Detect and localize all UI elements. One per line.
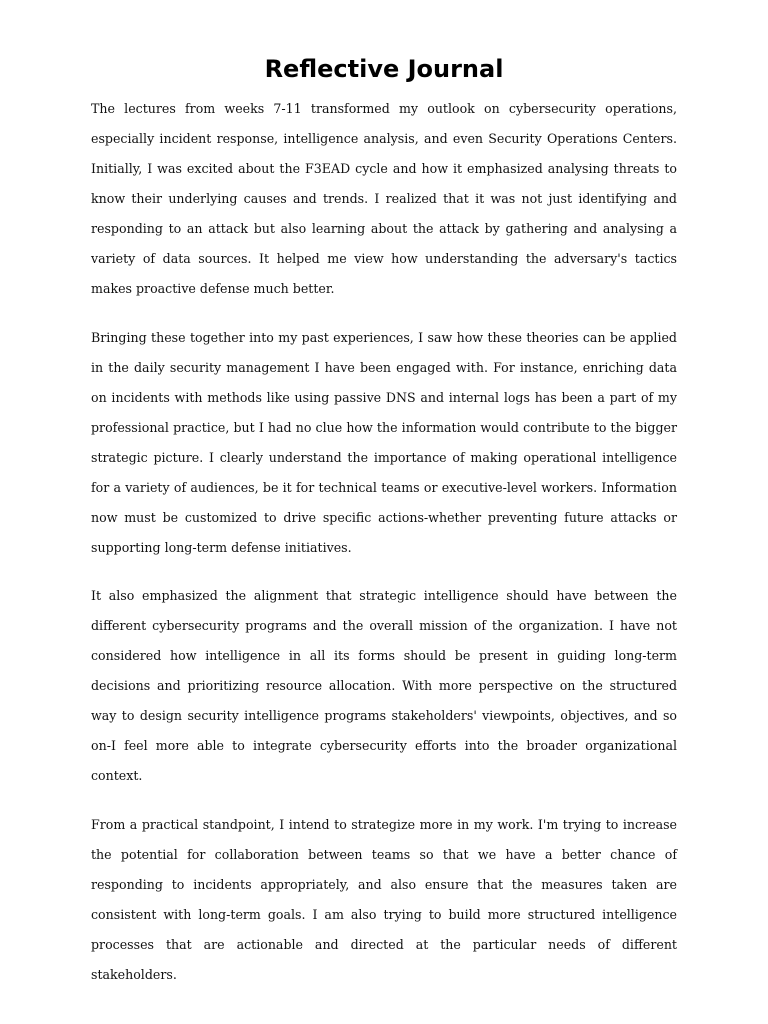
- paragraph-3: It also emphasized the alignment that strategic intelligence should have between the different cybersecurity programs and the overall mission of the organization. I have not considered how intelligence in all its forms should be present in guiding long-term decisions and prioritizing resource allocation. With more perspective on the structured way to design security intelligence programs stakeholders' viewpoints, objectives, and so on-I feel more able to integrate cybersecurity efforts into the broader organizational context.: [91, 588, 677, 783]
- document-title: Reflective Journal: [264, 55, 504, 83]
- document-body: [91, 94, 677, 1008]
- paragraph-1: The lectures from weeks 7-11 transformed my outlook on cybersecurity operations, especially incident response, intelligence analysis, and even Security Operations Centers. Initially, I was excited about the F3EAD cycle and how it emphasized analysing threats to know their underlying causes and trends. I realized that it was not just identifying and responding to an attack but also learning about the attack by gathering and analysing a variety of data sources. It helped me view how understanding the adversary's tactics makes proactive defense much better.: [91, 101, 677, 296]
- paragraph-4: From a practical standpoint, I intend to strategize more in my work. I'm trying to increase the potential for collaboration between teams so that we have a better chance of responding to incidents appropriately, and also ensure that the measures taken are consistent with long-term goals. I am also trying to build more structured intelligence processes that are actionable and directed at the particular needs of different stakeholders.: [91, 816, 677, 982]
- paragraph-2: Bringing these together into my past experiences, I saw how these theories can be applied in the daily security management I have been engaged with. For instance, enriching data on incidents with methods like using passive DNS and internal logs has been a part of my professional practice, but I had no clue how the information would contribute to the bigger strategic picture. I clearly understand the importance of making operational intelligence for a variety of audiences, be it for technical teams or executive-level workers. Information now must be customized to drive specific actions-whether preventing future attacks or supporting long-term defense initiatives.: [91, 329, 677, 555]
